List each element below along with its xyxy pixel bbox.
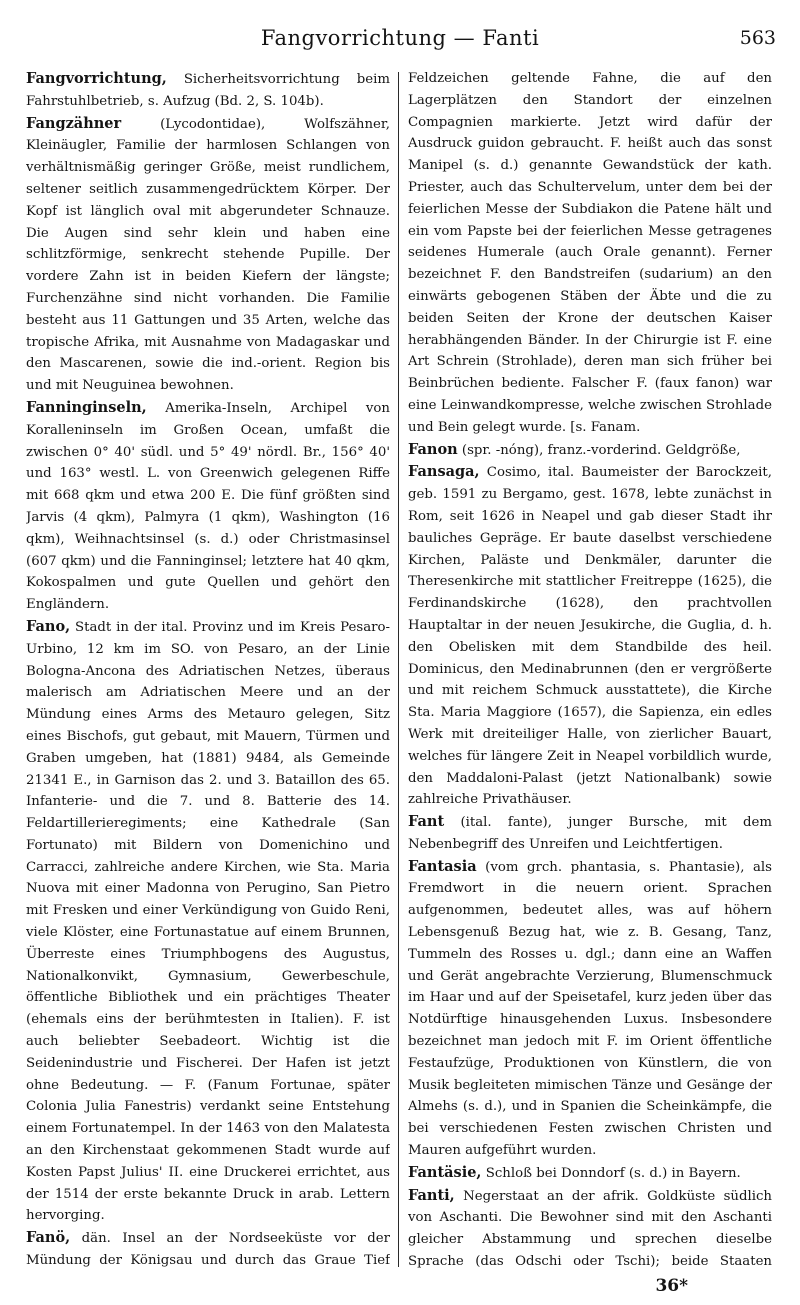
entry-text: Amerika-Inseln, Archipel von Koralleninseln im Großen Ocean, umfaßt die zwischen 0° 40' südl. und 5° 49' nördl. Br., 156° 40' und 163° westl. L. von Greenwich gelegenen Riffe mit 668 qkm und etwa 200 E. Die fünf größten sind Jarvis (4 qkm), Palmyra (1 qkm), Washington (16 qkm), Weihnachtsinsel (s. d.) oder Christmasinsel (607 qkm) und die Fanninginsel; letztere hat 40 qkm, Kokospalmen und gute Quellen und gehört den Engländern. bbox=[26, 400, 390, 613]
entry-headword: Fansaga, bbox=[408, 463, 480, 481]
dictionary-entry bbox=[26, 1227, 390, 1273]
left-column bbox=[26, 68, 390, 1273]
dictionary-entry bbox=[408, 68, 772, 439]
entry-headword: Fanon bbox=[408, 440, 458, 458]
text-columns bbox=[26, 68, 780, 1273]
dictionary-entry bbox=[26, 397, 390, 616]
dictionary-entry bbox=[408, 461, 772, 811]
dictionary-entry bbox=[26, 68, 390, 113]
dictionary-entry bbox=[408, 1185, 772, 1273]
entry-headword: Fantäsie, bbox=[408, 1163, 482, 1181]
entry-headword: Fanti, bbox=[408, 1186, 455, 1204]
entry-headword: Fanninginseln, bbox=[26, 398, 147, 416]
dictionary-entry bbox=[26, 616, 390, 1227]
page-header bbox=[0, 26, 800, 62]
entry-text: (ital. fante), junger Bursche, mit dem Nebenbegriff des Unreifen und Leichtfertigen. bbox=[408, 815, 772, 852]
running-head: Fangvorrichtung — Fanti bbox=[260, 26, 540, 50]
entry-text: Cosimo, ital. Baumeister der Barockzeit, geb. 1591 zu Bergamo, gest. 1678, lebte zunächst in Rom, seit 1626 in Neapel und gab dieser Stadt ihr bauliches Gepräge. Er baute daselbst verschiedene Kirchen, Paläste und Denkmäler, darunter die Theresenkirche mit stattlicher Freitreppe (1625), die Ferdinandskirche (1628), den prachtvollen Hauptaltar in der neuen Jesukirche, die Guglia, d. h. den Obelisken mit dem Standbilde des heil. Dominicus, den Medinabrunnen (den er vergrößerte und mit reichem Schmuck ausstattete), die Kirche Sta. Maria Maggiore (1657), die Sapienza, ein edles Werk mit dreiteiliger Halle, von zierlicher Bauart, welches für längere Zeit in Neapel vorbildlich wurde, den Maddaloni-Palast (jetzt Nationalbank) sowie zahlreiche Privathäuser. bbox=[408, 465, 772, 808]
entry-text: Sicherheitsvorrichtung beim Fahrstuhlbetrieb, s. Aufzug (Bd. 2, S. 104b). bbox=[26, 72, 390, 109]
dictionary-entry bbox=[408, 439, 772, 462]
page-number: 563 bbox=[739, 27, 776, 49]
entry-text: (spr. -nóng), franz.-vorderind. Geldgröße, bbox=[457, 442, 741, 458]
entry-headword: Fanö, bbox=[26, 1229, 71, 1247]
entry-headword: Fangvorrichtung, bbox=[26, 70, 167, 87]
entry-text: Negerstaat an der afrik. Goldküste südlich von Aschanti. Die Bewohner sind mit den Aschanti gleicher Abstammung und sprechen dieselbe Sprache (das Odschi oder Tschi); beide Staaten bbox=[408, 1188, 772, 1270]
entry-text: Schloß bei Donndorf (s. d.) in Bayern. bbox=[481, 1165, 741, 1181]
signature-mark: 36* bbox=[655, 1276, 688, 1296]
dictionary-entry bbox=[26, 113, 390, 397]
dictionary-entry bbox=[408, 1162, 772, 1185]
entry-text: (Lycodontidae), Wolfszähner, Kleinäugler, Familie der harmlosen Schlangen von verhältnismäßig geringer Größe, meist rundlichem, seltener seitlich zusammengedrücktem Körper. Der Kopf ist länglich oval mit abgerundeter Schnauze. Die Augen sind sehr klein und haben eine schlitzförmige, senkrecht stehende Pupille. Der vordere Zahn ist in beiden Kiefern der längste; Furchenzähne sind nicht vorhanden. Die Familie besteht aus 11 Gattungen und 35 Arten, welche das tropische Afrika, mit Ausnahme von Madagaskar und den Mascarenen, sowie die ind.-orient. Region bis und mit Neuguinea bewohnen. bbox=[26, 116, 390, 394]
entry-headword: Fant bbox=[408, 813, 445, 831]
entry-text: dän. Insel an der Nordseeküste vor der Mündung der Königsau und durch das Graue Tief bbox=[26, 1231, 390, 1269]
entry-text: (vom grch. phantasia, s. Phantasie), als Fremdwort in die neuern orient. Sprachen aufgenommen, bedeutet alles, was auf höhern Lebensgenuß Bezug hat, wie z. B. Gesang, Tanz, Tummeln des Rosses u. dgl.; dann eine an Waffen und Gerät angebrachte Verzierung, Blumenschmuck im Haar und auf der Speisetafel, kurz jeden über das Notdürftige hinausgehenden Luxus. Insbesondere bezeichnet man jedoch mit F. im Orient öffentliche Festaufzüge, Produktionen von Künstlern, die von Musik begleiteten mimischen Tänze und Gesänge der Almehs (s. d.), und in Spanien die Scheinkämpfe, die bei verschiedenen Festen zwischen Christen und Mauren aufgeführt wurden. bbox=[408, 859, 772, 1159]
entry-headword: Fangzähner bbox=[26, 114, 122, 132]
dictionary-entry bbox=[408, 856, 772, 1162]
entry-text: Feldzeichen geltende Fahne, die auf den Lagerplätzen den Standort der einzelnen Compagnien markierte. Jetzt wird dafür der Ausdruck guidon gebraucht. F. heißt auch das sonst Manipel (s. d.) genannte Gewandstück der kath. Priester, auch das Schultervelum, unter dem bei der feierlichen Messe der Subdiakon die Patene hält und ein vom Papste bei der feierlichen Messe getragenes seidenes Humerale (auch Orale genannt). Ferner bezeichnet F. den Bandstreifen (sudarium) an den einwärts gebogenen Stäben der Äbte und die zu beiden Seiten der Krone der deutschen Kaiser herabhängenden Bänder. In der Chirurgie ist F. eine Art Schrein (Strohlade), deren man sich früher bei Beinbrüchen bediente. Falscher F. (faux fanon) war eine Leinwandkompresse, welche zwischen Strohlade und Bein gelegt wurde. [s. Fanam. bbox=[408, 71, 772, 435]
column-divider bbox=[398, 72, 399, 1267]
right-column bbox=[408, 68, 772, 1273]
entry-headword: Fantasia bbox=[408, 857, 477, 875]
entry-headword: Fano, bbox=[26, 617, 71, 635]
dictionary-entry bbox=[408, 811, 772, 856]
entry-text: Stadt in der ital. Provinz und im Kreis Pesaro-Urbino, 12 km im SO. von Pesaro, an der Linie Bologna-Ancona des Adriatischen Netzes, überaus malerisch am Adriatischen Meere und an der Mündung eines Arms des Metauro gelegen, Sitz eines Bischofs, gut gebaut, mit Mauern, Türmen und Graben umgeben, hat (1881) 9484, als Gemeinde 21341 E., in Garnison das 2. und 3. Bataillon des 65. Infanterie- und die 7. und 8. Batterie des 14. Feldartillerieregiments; eine Kathedrale (San Fortunato) mit Bildern von Domenichino und Carracci, zahlreiche andere Kirchen, wie Sta. Maria Nuova mit einer Madonna von Perugino, San Pietro mit Fresken und einer Verkündigung von Guido Reni, viele Klöster, eine Fortunastatue auf einem Brunnen, Überreste eines Triumphbogens des Augustus, Nationalkonvikt, Gymnasium, Gewerbeschule, öffentliche Bibliothek und ein prächtiges Theater (ehemals eins der berühmtesten in Italien). F. ist auch beliebter Seebadeort. Wichtig ist die Seidenindustrie und Fischerei. Der Hafen ist jetzt ohne Bedeutung. — F. (Fanum Fortunae, später Colonia Julia Fanestris) verdankt seine Entstehung einem Fortunatempel. In der 1463 von den Malatesta an den Kirchenstaat gekommenen Stadt wurde auf Kosten Papst Julius' II. eine Druckerei errichtet, aus der 1514 der erste bekannte Druck in arab. Lettern hervorging. bbox=[26, 619, 390, 1224]
